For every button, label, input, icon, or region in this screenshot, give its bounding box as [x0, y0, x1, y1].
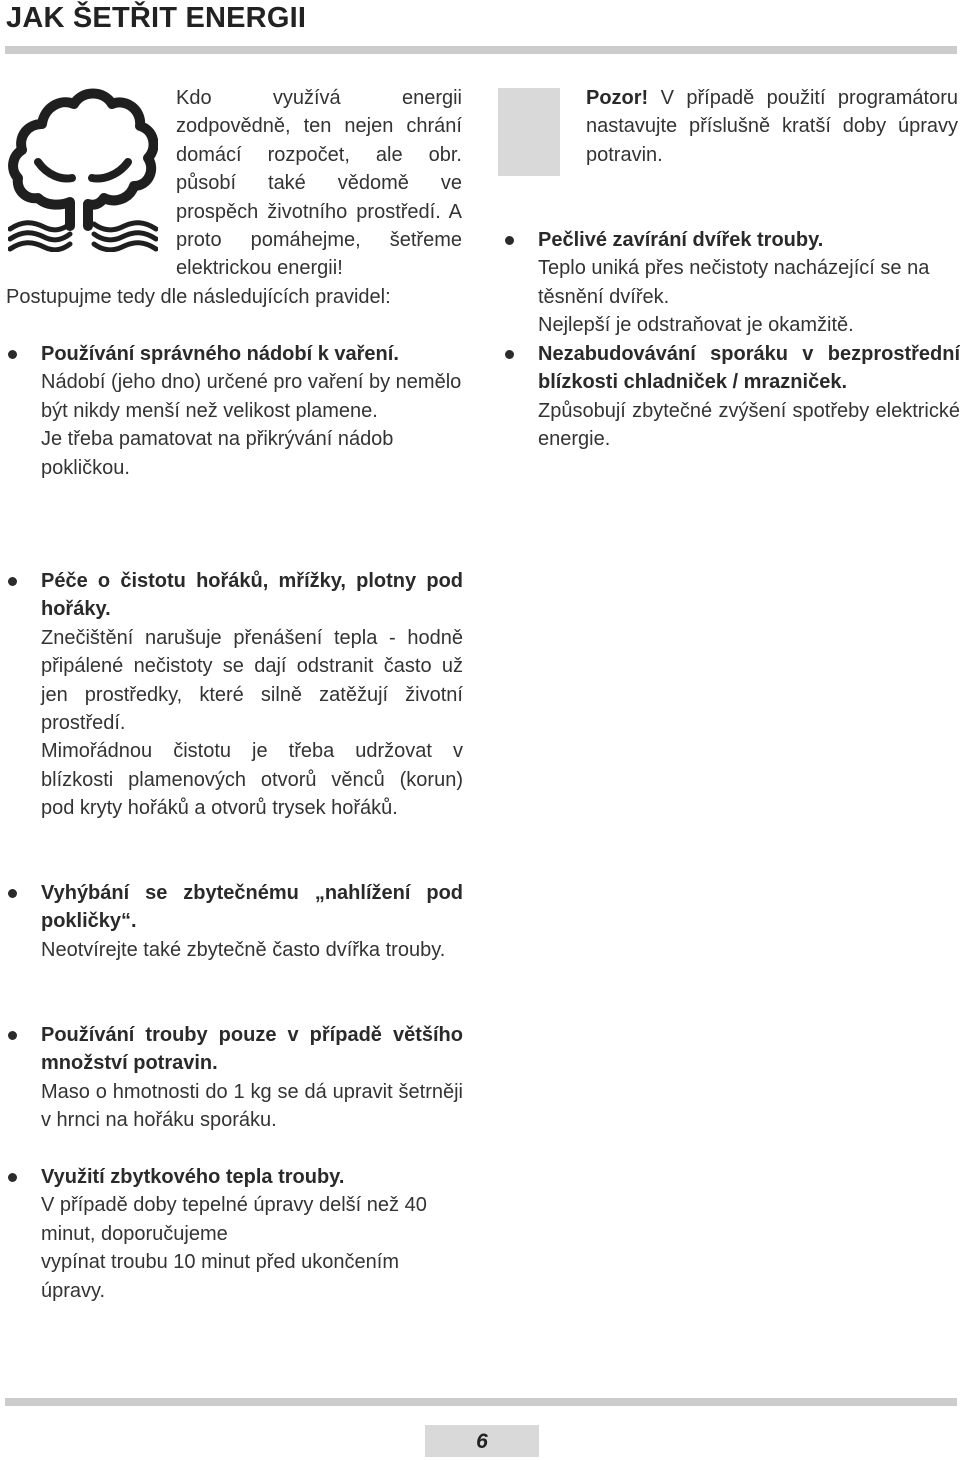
list-item-burner-cleaning: [41, 567, 463, 823]
bullet-icon: [8, 350, 17, 359]
list-item-text: Je třeba pamatovat na přikrývání nádob pokličkou.: [41, 428, 394, 479]
warning-note: [586, 84, 958, 169]
list-item-text: Nejlepší je odstraňovat je okamžitě.: [538, 314, 854, 337]
tree-with-waves-icon: [8, 84, 158, 252]
warning-label: Pozor!: [586, 87, 649, 109]
note-marker: [498, 88, 560, 176]
list-item-heading: Používání trouby pouze v případě většího množství potravin.: [41, 1024, 463, 1075]
bullet-icon: [505, 350, 514, 359]
list-item-oven-usage: [41, 1021, 463, 1135]
bullet-icon: [8, 577, 17, 586]
list-item-cookware: [41, 340, 463, 482]
list-item-text: Maso o hmotnosti do 1 kg se dá upravit šetrněji v hrnci na hořáku sporáku.: [41, 1080, 463, 1132]
list-item-text: Mimořádnou čistotu je třeba udržovat v blízkosti plamenových otvorů věnců (korun) pod kryty hořáků a otvorů trysek hořáků.: [41, 740, 463, 820]
list-item-lids: [41, 879, 463, 964]
intro-rules-lead: Postupujme tedy dle následujících pravidel:: [6, 286, 391, 308]
list-item-heading: Nezabudovávání sporáku v bezprostřední blízkosti chladniček / mrazniček.: [538, 343, 960, 394]
list-item-text: Teplo uniká přes nečistoty nacházející se na těsnění dvířek.: [538, 257, 930, 308]
page-number: 6: [425, 1425, 539, 1457]
list-item-residual-heat: [41, 1163, 463, 1305]
intro-text: Kdo využívá energii zodpovědně, ten nejen chrání domácí rozpočet, ale obr. působí také vědomě ve prospěch životního prostředí. A proto pomáhejme, šetřeme elektrickou energii!: [176, 87, 462, 280]
list-item-text: vypínat troubu 10 minut před ukončením úpravy.: [41, 1251, 399, 1302]
list-item-heading: Využití zbytkového tepla trouby.: [41, 1166, 345, 1188]
list-item-fridge-distance: [538, 340, 960, 454]
bullet-icon: [8, 889, 17, 898]
list-item-heading: Pečlivé zavírání dvířek trouby.: [538, 229, 824, 251]
list-item-heading: Vyhýbání se zbytečnému „nahlížení pod pokličky“.: [41, 882, 463, 933]
list-item-text: Nádobí (jeho dno) určené pro vaření by nemělo být nikdy menší než velikost plamene.: [41, 371, 462, 422]
bullet-icon: [8, 1173, 17, 1182]
list-item-text: V případě doby tepelné úpravy delší než 40 minut, doporučujeme: [41, 1194, 427, 1245]
list-item-text: Znečištění narušuje přenášení tepla - hodně připálené nečistoty se dají odstranit často už jen prostředky, které silně zatěžují životní prostředí.: [41, 626, 463, 735]
warning-text: V případě použití programátoru nastavujte příslušně kratší doby úpravy potravin.: [586, 87, 958, 166]
list-item-heading: Péče o čistotu hořáků, mřížky, plotny pod hořáky.: [41, 570, 463, 621]
footer-divider: [5, 1398, 957, 1406]
bullet-icon: [8, 1031, 17, 1040]
header-divider: [5, 46, 957, 54]
list-item-text: Způsobují zbytečné zvýšení spotřeby elektrické energie.: [538, 399, 960, 451]
list-item-text: Neotvírejte také zbytečně často dvířka trouby.: [41, 938, 446, 961]
page-title: JAK ŠETŘIT ENERGII: [6, 2, 307, 34]
bullet-icon: [505, 236, 514, 245]
list-item-oven-door: [538, 226, 960, 340]
list-item-heading: Používání správného nádobí k vaření.: [41, 343, 399, 365]
